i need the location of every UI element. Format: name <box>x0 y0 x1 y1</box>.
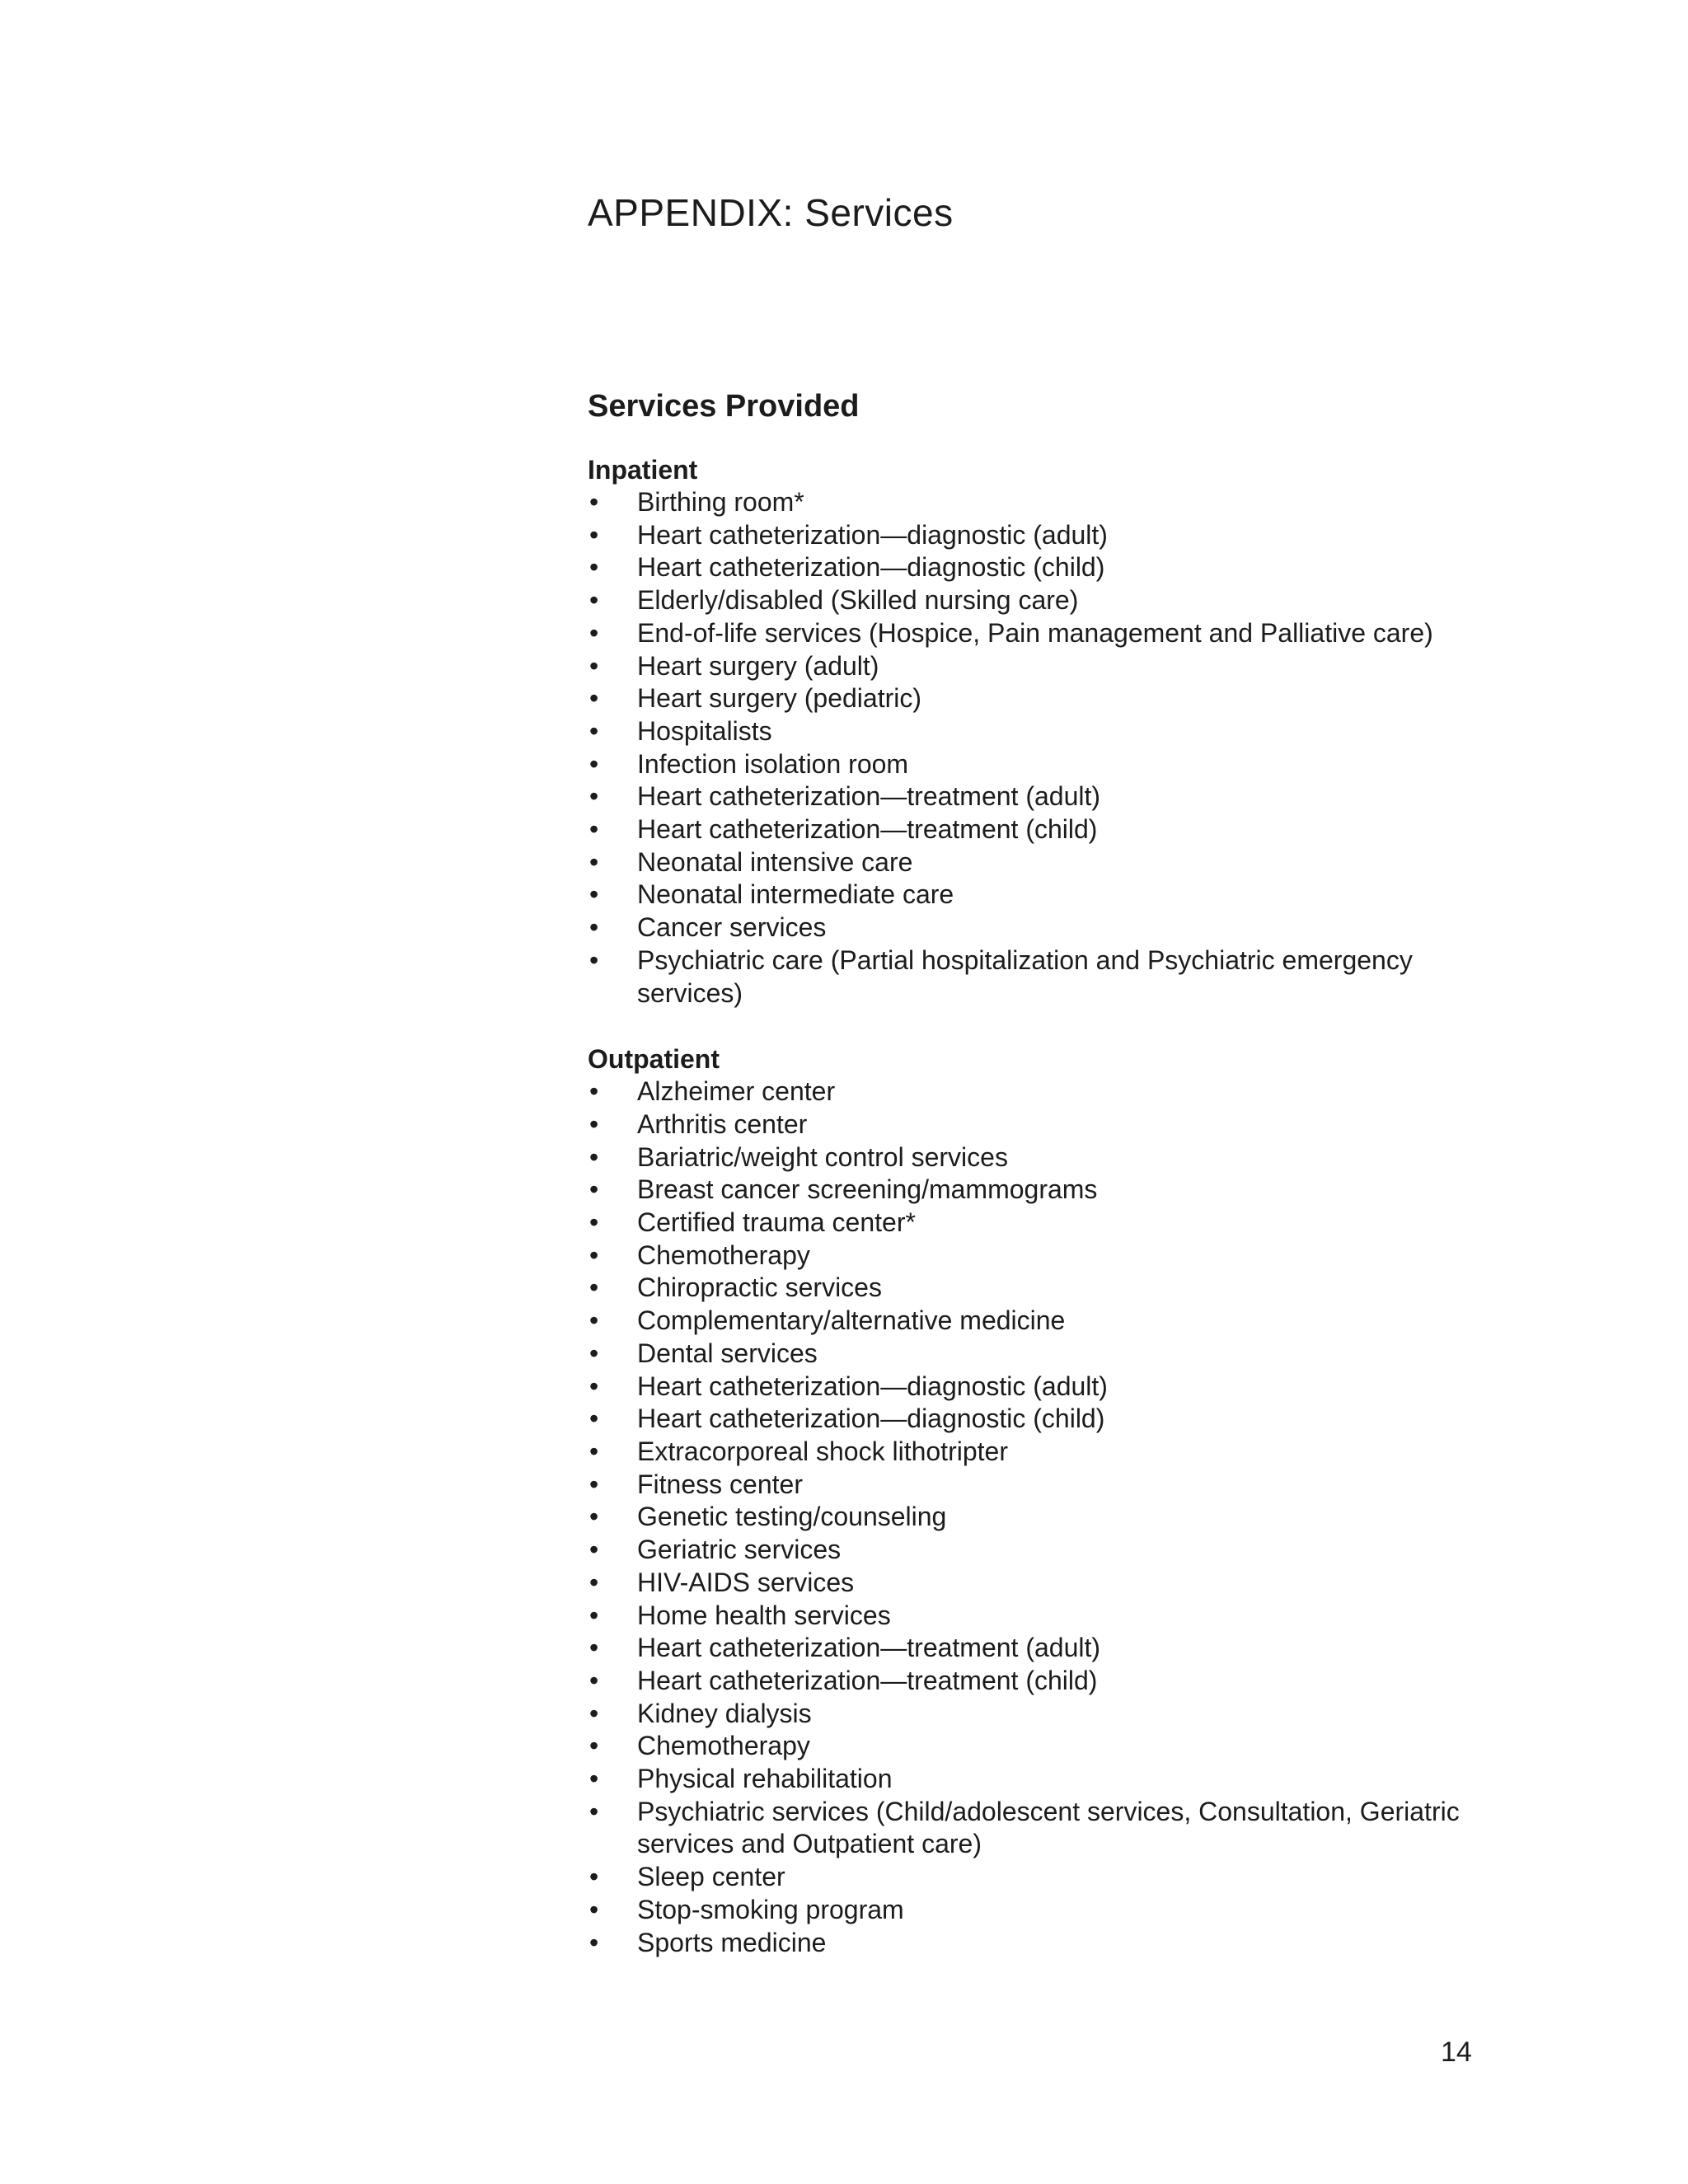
list-item <box>588 682 1494 715</box>
outpatient-heading: Outpatient <box>588 1044 720 1075</box>
list-item <box>588 1141 1494 1174</box>
list-item <box>588 846 1494 879</box>
outpatient-list <box>588 1076 1494 1959</box>
bullet-icon: • <box>589 1305 599 1336</box>
list-item <box>588 1796 1494 1861</box>
list-item <box>588 1076 1494 1108</box>
list-item <box>588 1240 1494 1272</box>
bullet-icon: • <box>589 748 599 779</box>
list-item-label: Arthritis center <box>637 1108 808 1139</box>
bullet-icon: • <box>589 781 599 812</box>
bullet-icon: • <box>589 1404 599 1434</box>
list-item-label: Elderly/disabled (Skilled nursing care) <box>637 585 1079 616</box>
list-item-label: Chemotherapy <box>637 1731 810 1761</box>
list-item <box>588 1174 1494 1207</box>
list-item <box>588 1730 1494 1763</box>
list-item-label: End-of-life services (Hospice, Pain management and Palliative care) <box>637 617 1433 648</box>
bullet-icon: • <box>589 1207 599 1238</box>
bullet-icon: • <box>589 1927 599 1957</box>
list-item-label: Neonatal intensive care <box>637 846 913 877</box>
bullet-icon: • <box>589 1436 599 1466</box>
list-item-label: Hospitalists <box>637 715 772 746</box>
list-item-label: Heart surgery (pediatric) <box>637 683 921 714</box>
list-item <box>588 519 1494 552</box>
list-item <box>588 1108 1494 1141</box>
list-item <box>588 912 1494 944</box>
list-item <box>588 1927 1494 1960</box>
list-item <box>588 780 1494 813</box>
list-item <box>588 1534 1494 1567</box>
list-item-label: Chemotherapy <box>637 1240 810 1270</box>
list-item <box>588 1338 1494 1371</box>
list-item <box>588 1632 1494 1665</box>
bullet-icon: • <box>589 683 599 714</box>
list-item <box>588 1698 1494 1731</box>
list-item <box>588 1272 1494 1305</box>
bullet-icon: • <box>589 1174 599 1205</box>
list-item-label: Bariatric/weight control services <box>637 1141 1008 1172</box>
list-item <box>588 1403 1494 1436</box>
list-item <box>588 1469 1494 1502</box>
bullet-icon: • <box>589 1338 599 1368</box>
list-item <box>588 1567 1494 1600</box>
list-item <box>588 650 1494 683</box>
outpatient-group <box>588 1043 1494 1959</box>
bullet-icon: • <box>589 650 599 681</box>
bullet-icon: • <box>589 944 599 975</box>
list-item-label: Birthing room* <box>637 487 804 517</box>
list-item-label: Infection isolation room <box>637 748 909 779</box>
list-item <box>588 813 1494 846</box>
list-item <box>588 584 1494 617</box>
list-item-label: Fitness center <box>637 1469 803 1499</box>
list-item <box>588 879 1494 912</box>
list-item-label: Dental services <box>637 1338 818 1368</box>
bullet-icon: • <box>589 814 599 845</box>
list-item <box>588 748 1494 781</box>
list-item-label: Complementary/alternative medicine <box>637 1305 1066 1336</box>
bullet-icon: • <box>589 1502 599 1532</box>
list-item-label: Cancer services <box>637 912 827 943</box>
list-item-label: Psychiatric care (Partial hospitalization and Psychiatric emergency services) <box>637 944 1413 1008</box>
bullet-icon: • <box>589 1633 599 1663</box>
list-item-label: Geriatric services <box>637 1535 842 1565</box>
bullet-icon: • <box>589 487 599 517</box>
bullet-icon: • <box>589 1371 599 1401</box>
list-item-label: Heart catheterization—diagnostic (child) <box>637 552 1105 583</box>
bullet-icon: • <box>589 1108 599 1139</box>
bullet-icon: • <box>589 1731 599 1761</box>
list-item <box>588 1207 1494 1240</box>
bullet-icon: • <box>589 617 599 648</box>
list-item-label: Heart catheterization—treatment (adult) <box>637 781 1101 812</box>
bullet-icon: • <box>589 879 599 910</box>
bullet-icon: • <box>589 519 599 550</box>
list-item-label: Psychiatric services (Child/adolescent services, Consultation, Geriatric services and Outpatient care) <box>637 1796 1460 1859</box>
inpatient-group <box>588 453 1494 1010</box>
list-item-label: Heart catheterization—diagnostic (adult) <box>637 1371 1108 1401</box>
inpatient-heading: Inpatient <box>588 455 698 485</box>
bullet-icon: • <box>589 1665 599 1695</box>
list-item-label: Genetic testing/counseling <box>637 1502 947 1532</box>
bullet-icon: • <box>589 1076 599 1107</box>
bullet-icon: • <box>589 912 599 943</box>
bullet-icon: • <box>589 1764 599 1794</box>
list-item-label: Kidney dialysis <box>637 1698 812 1728</box>
bullet-icon: • <box>589 1698 599 1728</box>
bullet-icon: • <box>589 1469 599 1499</box>
bullet-icon: • <box>589 1240 599 1270</box>
list-item <box>588 1501 1494 1534</box>
bullet-icon: • <box>589 1272 599 1303</box>
list-item-label: Certified trauma center* <box>637 1207 916 1238</box>
bullet-icon: • <box>589 1600 599 1630</box>
list-item-label: Heart catheterization—treatment (child) <box>637 814 1098 845</box>
list-item <box>588 486 1494 519</box>
list-item <box>588 1436 1494 1469</box>
list-item-label: HIV-AIDS services <box>637 1567 855 1597</box>
bullet-icon: • <box>589 1862 599 1892</box>
bullet-icon: • <box>589 1535 599 1565</box>
services-provided-heading: Services Provided <box>588 389 860 424</box>
inpatient-list <box>588 486 1494 1010</box>
services-content <box>588 384 1494 1959</box>
list-item-label: Sleep center <box>637 1862 785 1892</box>
list-item <box>588 944 1494 1010</box>
list-item-label: Physical rehabilitation <box>637 1764 893 1794</box>
list-item-label: Heart catheterization—treatment (child) <box>637 1665 1098 1695</box>
list-item-label: Heart surgery (adult) <box>637 650 879 681</box>
list-item-label: Breast cancer screening/mammograms <box>637 1174 1098 1205</box>
bullet-icon: • <box>589 1894 599 1924</box>
list-item-label: Heart catheterization—diagnostic (child) <box>637 1404 1105 1434</box>
list-item <box>588 1600 1494 1633</box>
list-item <box>588 1861 1494 1894</box>
bullet-icon: • <box>589 585 599 616</box>
bullet-icon: • <box>589 1796 599 1826</box>
list-item <box>588 1371 1494 1404</box>
list-item-label: Alzheimer center <box>637 1076 836 1107</box>
page-number: 14 <box>1441 2036 1472 2068</box>
bullet-icon: • <box>589 1567 599 1597</box>
list-item <box>588 1305 1494 1338</box>
list-item-label: Home health services <box>637 1600 891 1630</box>
page-title: APPENDIX: Services <box>588 191 954 234</box>
list-item <box>588 1894 1494 1927</box>
list-item <box>588 1665 1494 1698</box>
bullet-icon: • <box>589 552 599 583</box>
list-item <box>588 551 1494 584</box>
bullet-icon: • <box>589 715 599 746</box>
bullet-icon: • <box>589 846 599 877</box>
list-item-label: Sports medicine <box>637 1927 827 1957</box>
list-item-label: Extracorporeal shock lithotripter <box>637 1436 1008 1466</box>
list-item-label: Chiropractic services <box>637 1272 882 1303</box>
bullet-icon: • <box>589 1141 599 1172</box>
list-item <box>588 715 1494 748</box>
list-item <box>588 1763 1494 1796</box>
list-item-label: Stop-smoking program <box>637 1894 904 1924</box>
list-item-label: Neonatal intermediate care <box>637 879 954 910</box>
list-item-label: Heart catheterization—treatment (adult) <box>637 1633 1101 1663</box>
list-item-label: Heart catheterization—diagnostic (adult) <box>637 519 1108 550</box>
list-item <box>588 617 1494 650</box>
